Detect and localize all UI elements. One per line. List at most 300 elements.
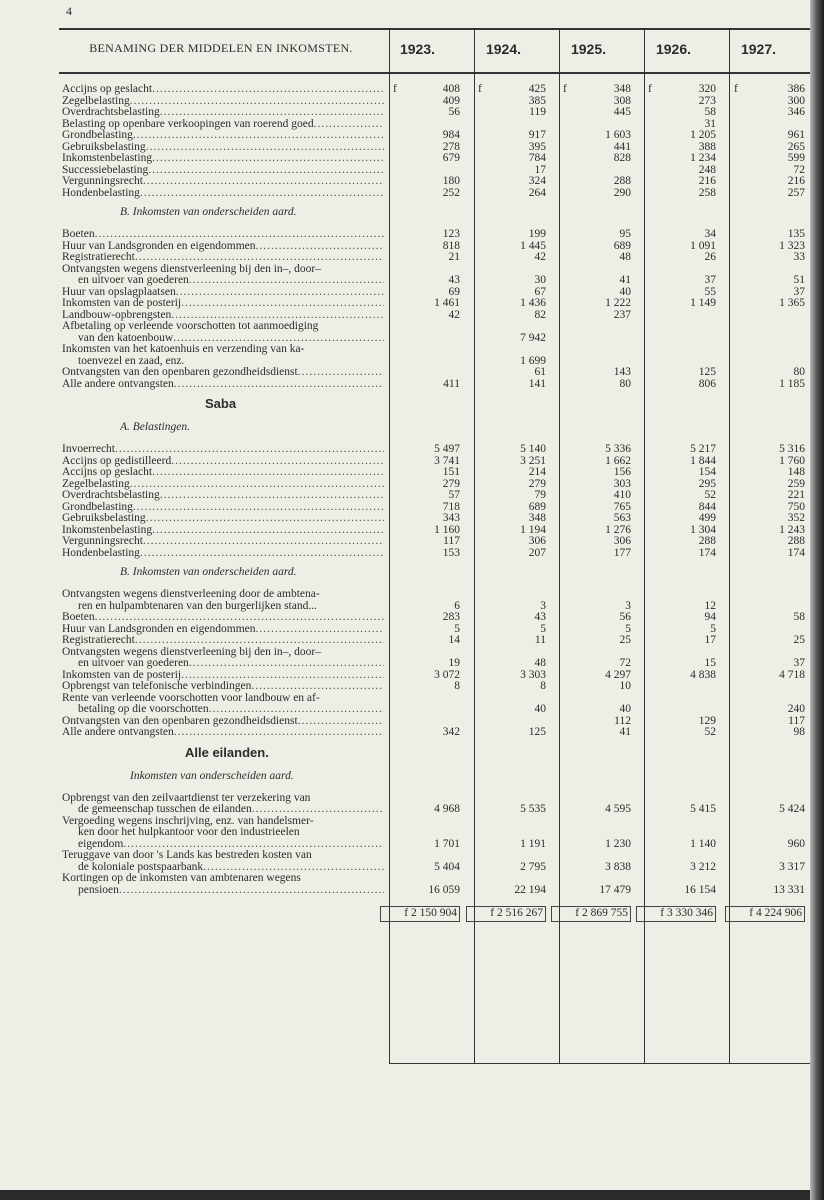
cell-value: 273 [698,94,716,107]
cell-value: 5 217 [690,443,716,455]
row-label [62,681,384,693]
cell-value: 279 [528,477,546,490]
column-header [59,36,810,66]
row-label-text: betaling op die voorschotten [78,704,209,715]
row-label [62,467,384,479]
cell-value: 5 336 [605,443,631,455]
cell-value: 52 [704,726,716,738]
row-label [62,850,384,862]
cell-value: 177 [613,546,631,559]
table-row [0,84,810,96]
table-row [0,130,810,142]
table-row [0,670,810,682]
row-label [62,885,384,897]
cell-value: 288 [698,535,716,547]
cell-value: 265 [787,140,805,153]
cell-value: 563 [613,512,631,524]
cell-value: 156 [613,466,631,478]
cell-value: 306 [528,535,546,547]
currency-symbol: f [478,83,482,95]
cell-value: 257 [787,186,805,199]
table-row [0,479,810,491]
table-row [0,793,810,805]
cell-value: 499 [698,512,716,524]
row-label [62,96,384,108]
table-row [0,502,810,514]
cell-value: 34 [704,228,716,240]
row-label [62,264,384,276]
total-value: f 2 150 904 [380,906,460,922]
table-row [0,119,810,131]
table-row [0,344,810,356]
cell-value: 599 [787,152,805,164]
cell-value: 117 [788,714,805,727]
cell-value: 961 [787,129,805,141]
row-label [62,287,384,299]
cell-value: 408 [442,83,460,95]
table-row [0,310,810,322]
cell-value: 41 [619,726,631,738]
cell-value: 4 595 [605,803,631,815]
cell-value: 288 [787,535,805,547]
table-body [0,84,810,922]
table-row [0,850,810,862]
spacer [0,763,810,771]
row-label-text: Boeten [62,229,95,240]
table-row [0,827,810,839]
cell-value: 828 [613,152,631,164]
row-label-text: Accijns op geslacht [62,467,153,478]
cell-value: 5 [540,622,546,635]
row-label-text: Gebruiksbelasting [62,513,146,524]
cell-value: 80 [619,377,631,390]
section-heading-label: Inkomsten van onderscheiden aard. [130,770,294,782]
cell-value: 180 [442,175,460,187]
cell-value: 174 [787,546,805,559]
cell-value: 806 [698,377,716,390]
cell-value: 37 [793,285,805,298]
row-label [62,727,384,739]
cell-value: 12 [704,599,716,612]
row-label-text: de koloniale postspaarbank [78,861,204,873]
row-label [62,344,384,356]
cell-value: 94 [704,611,716,623]
row-label [62,716,384,728]
header-year-1926: 1926. [655,41,692,57]
row-label [62,130,384,142]
cell-value: 1 205 [690,129,716,141]
row-label [62,804,384,816]
table-row [0,839,810,851]
row-label-text: Afbetaling op verleende voorschotten tot aanmoediging [62,321,319,332]
spacer [0,414,810,422]
cell-value: 14 [448,634,460,646]
cell-value: 61 [534,366,546,378]
row-label-text: Successiebelasting [62,164,149,176]
cell-value: 16 059 [428,883,460,896]
cell-value: 4 838 [690,668,716,681]
currency-symbol: f [393,83,397,95]
row-label-text: Ontvangsten van den openbaren gezondheidsdienst [62,715,298,727]
row-label-text: Vergunningsrecht [62,536,143,547]
cell-value: 52 [704,489,716,501]
row-label [62,612,384,624]
cell-value: 343 [442,512,460,524]
table-row [0,356,810,368]
row-label-text: Inkomsten van het katoenhuis en verzending van ka- [62,344,305,355]
cell-value: 117 [443,535,460,547]
table-row [0,107,810,119]
cell-value: 264 [528,186,546,199]
cell-value: 346 [787,106,805,118]
cell-value: 303 [613,477,631,490]
row-label [62,252,384,264]
table-row [0,176,810,188]
table-row [0,548,810,560]
row-label-text: Overdrachtsbelasting [62,490,160,501]
row-label-text: Alle andere ontvangsten [62,378,174,390]
cell-value: 320 [698,83,716,95]
cell-value: 5 415 [690,803,716,815]
table-row [0,536,810,548]
cell-value: 5 140 [520,443,546,455]
cell-value: 41 [619,274,631,286]
cell-value: 216 [787,175,805,187]
cell-value: 960 [787,837,805,850]
table-row [0,525,810,537]
cell-value: 917 [528,129,546,141]
cell-value: 342 [442,726,460,738]
table-row [0,816,810,828]
cell-value: 16 154 [684,883,716,896]
table-row [0,379,810,391]
row-label-text: Huur van opslagplaatsen [62,286,176,298]
table-row [0,716,810,728]
table-row [0,252,810,264]
table-row [0,624,810,636]
cell-value: 784 [528,152,546,164]
cell-value: 15 [704,657,716,669]
cell-value: 348 [613,83,631,95]
section-heading-label: A. Belastingen. [120,422,190,433]
cell-value: 214 [528,466,546,478]
row-label-text: Landbouw-opbrengsten [62,309,172,321]
row-label-text: Ontvangsten wegens dienstverleening bij den in–, door– [62,263,322,275]
cell-value: 1 844 [690,454,716,467]
row-label-text: Rente van verleende voorschotten voor landbouw en af- [62,692,320,704]
total-value: f 2 869 755 [551,906,631,922]
cell-value: 30 [534,274,546,286]
cell-value: 43 [534,611,546,623]
section-heading [0,207,810,221]
cell-value: 1 234 [690,152,716,164]
cell-value: 72 [793,163,805,176]
cell-value: 3 072 [434,668,460,681]
cell-value: 25 [793,634,805,646]
cell-value: 395 [528,140,546,153]
cell-value: 388 [698,140,716,153]
cell-value: 3 838 [605,860,631,873]
row-label-text: Vergunningsrecht [62,176,143,187]
cell-value: 679 [442,152,460,164]
row-label-text: Opbrengst van telefonische verbindingen [62,681,252,692]
cell-value: 95 [619,228,631,240]
cell-value: 33 [793,251,805,263]
row-label-text: eigendom [78,838,124,850]
cell-value: 1 149 [690,297,716,309]
cell-value: 844 [698,500,716,513]
cell-value: 259 [787,477,805,490]
row-label [62,188,384,200]
cell-value: 1 603 [605,129,631,141]
cell-value: 1 365 [779,297,805,309]
row-label-text: Grondbelasting [62,130,133,141]
cell-value: 386 [787,83,805,95]
row-label-text: ren en hulpambtenaren van den burgerlijken stand... [78,600,317,612]
cell-value: 56 [448,106,460,118]
row-label-text: Gebruiksbelasting [62,141,146,153]
row-label [62,601,384,613]
cell-value: 1 140 [690,837,716,850]
header-year-1923: 1923. [399,41,436,57]
cell-value: 216 [698,175,716,187]
total-value: f 3 330 346 [636,906,716,922]
cell-value: 1 323 [779,239,805,252]
row-label-text: Alle andere ontvangsten [62,727,174,738]
table-row [0,333,810,345]
island-title-label: Saba [205,398,237,410]
cell-value: 153 [442,546,460,559]
cell-value: 141 [528,377,546,390]
row-label [62,816,384,828]
cell-value: 40 [534,703,546,715]
cell-value: 31 [704,117,716,130]
table-row [0,367,810,379]
table-row [0,513,810,525]
row-label-text: de gemeenschap tusschen de eilanden [78,804,252,815]
table-row [0,704,810,716]
cell-value: 5 [625,622,631,635]
cell-value: 125 [698,366,716,378]
cell-value: 58 [793,611,805,623]
cell-value: 221 [787,489,805,501]
cell-value: 7 942 [520,331,546,344]
table-row [0,681,810,693]
row-label-text: en uitvoer van goederen [78,275,189,286]
spacer [0,559,810,567]
cell-value: 69 [448,285,460,298]
cell-value: 3 [625,599,631,612]
cell-value: 80 [793,366,805,378]
header-year-1927: 1927. [740,41,777,57]
total-value: f 2 516 267 [466,906,546,922]
cell-value: 1 276 [605,523,631,536]
row-label [62,333,384,345]
cell-value: 13 331 [773,883,805,896]
table-row [0,165,810,177]
cell-value: 10 [619,680,631,692]
cell-value: 252 [442,186,460,199]
cell-value: 37 [793,657,805,669]
top-rule [59,28,810,30]
cell-value: 55 [704,285,716,298]
row-label-text: Boeten [62,612,95,623]
table-row [0,321,810,333]
cell-value: 1 091 [690,239,716,252]
spacer [0,739,810,747]
spacer [0,896,810,906]
cell-value: 3 251 [520,454,546,467]
cell-value: 1 304 [690,523,716,536]
total-value: f 4 224 906 [725,906,805,922]
row-label [62,275,384,287]
cell-value: 21 [448,251,460,263]
cell-value: 4 297 [605,668,631,681]
row-label [62,119,384,131]
table-row [0,601,810,613]
cell-value: 1 760 [779,454,805,467]
cell-value: 306 [613,535,631,547]
row-label-text: Registratierecht [62,635,135,646]
cell-value: 148 [787,466,805,478]
row-label-text: Hondenbelasting [62,547,140,559]
row-label [62,793,384,805]
cell-value: 112 [614,714,631,727]
row-label-text: pensioen [78,884,119,896]
cell-value: 17 [534,163,546,176]
row-label [62,153,384,165]
cell-value: 5 [454,622,460,635]
cell-value: 258 [698,186,716,199]
row-label-text: en uitvoer van goederen [78,658,189,669]
table-row [0,287,810,299]
row-label-text: Hondenbelasting [62,187,140,199]
table-row [0,658,810,670]
cell-value: 207 [528,546,546,559]
table-row [0,885,810,897]
cell-value: 308 [613,94,631,107]
row-label [62,367,384,379]
row-label [62,84,384,96]
row-label [62,310,384,322]
row-label [62,241,384,253]
cell-value: 135 [787,228,805,240]
cell-value: 79 [534,489,546,501]
cell-value: 40 [619,703,631,715]
cell-value: 19 [448,657,460,669]
table-row [0,275,810,287]
table-row [0,153,810,165]
cell-value: 154 [698,466,716,478]
header-year-1925: 1925. [570,41,607,57]
row-label-text: Teruggave van door 's Lands kas bestreden kosten van [62,850,312,861]
cell-value: 3 741 [434,454,460,467]
cell-value: 40 [619,285,631,298]
table-row [0,635,810,647]
cell-value: 48 [534,657,546,669]
cell-value: 689 [528,500,546,513]
cell-value: 199 [528,228,546,240]
table-row [0,467,810,479]
cell-value: 125 [528,726,546,738]
currency-symbol: f [648,83,652,95]
cell-value: 11 [534,634,546,646]
row-label [62,827,384,839]
cell-value: 8 [540,680,546,692]
cell-value: 3 317 [779,860,805,873]
row-label-text: Ontvangsten wegens dienstverleening bij den in–, door– [62,646,322,658]
cell-value: 26 [704,251,716,263]
cell-value: 123 [442,228,460,240]
cell-value: 295 [698,477,716,490]
row-label [62,647,384,659]
row-label-text: Accijns op geslacht [62,84,153,95]
cell-value: 119 [529,106,546,118]
cell-value: 300 [787,94,805,107]
row-label [62,176,384,188]
row-label [62,589,384,601]
row-label-text: Inkomstenbelasting [62,524,153,536]
cell-value: 2 795 [520,860,546,873]
table-row [0,444,810,456]
cell-value: 984 [442,129,460,141]
cell-value: 22 194 [514,883,546,896]
cell-value: 25 [619,634,631,646]
cell-value: 718 [442,500,460,513]
cell-value: 410 [613,489,631,501]
table-row [0,264,810,276]
row-label [62,356,384,368]
cell-value: 17 479 [599,883,631,896]
row-label [62,525,384,537]
table-row [0,241,810,253]
table-row [0,456,810,468]
row-label [62,502,384,514]
section-heading-label: B. Inkomsten van onderscheiden aard. [120,207,297,218]
cell-value: 67 [534,285,546,298]
cell-value: 6 [454,599,460,612]
row-label-text: Registratierecht [62,252,135,263]
cell-value: 348 [528,512,546,524]
row-label [62,873,384,885]
currency-symbol: f [563,83,567,95]
row-label [62,107,384,119]
row-label [62,670,384,682]
cell-value: 5 316 [779,443,805,455]
cell-value: 411 [443,377,460,390]
cell-value: 1 699 [520,354,546,367]
header-label: BENAMING DER MIDDELEN EN INKOMSTEN. [89,41,353,55]
spacer [0,199,810,207]
cell-value: 765 [613,500,631,513]
cell-value: 43 [448,274,460,286]
cell-value: 1 445 [520,239,546,252]
cell-value: 4 718 [779,668,805,681]
row-label-text: Inkomsten van de posterij [62,669,182,681]
row-label-text: Vergoeding wegens inschrijving, enz. van handelsmer- [62,815,314,827]
cell-value: 8 [454,680,460,692]
table-row [0,647,810,659]
table-row [0,727,810,739]
row-label-text: toenvezel en zaad, enz. [78,355,185,367]
cell-value: 1 160 [434,523,460,536]
cell-value: 48 [619,251,631,263]
cell-value: 3 212 [690,860,716,873]
table-row [0,862,810,874]
cell-value: 4 968 [434,803,460,815]
table-row [0,142,810,154]
row-label-text: Invoerrecht [62,444,115,455]
